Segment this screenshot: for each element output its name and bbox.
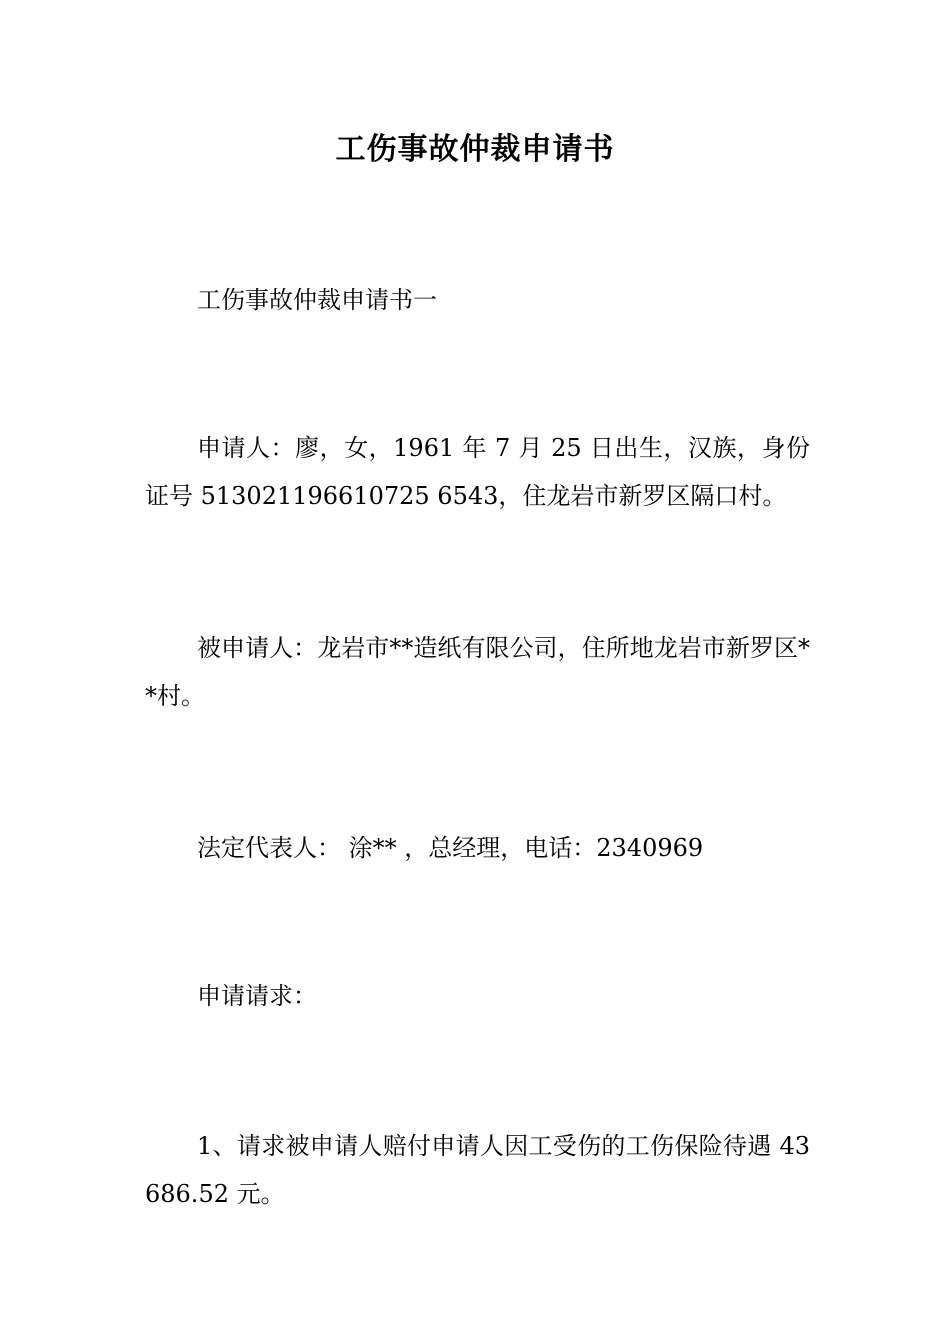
respondent-paragraph: 被申请人：龙岩市**造纸有限公司，住所地龙岩市新罗区**村。: [145, 634, 810, 710]
subtitle-paragraph: 工伤事故仲裁申请书一: [197, 286, 437, 314]
legal-representative-paragraph: 法定代表人： 涂** ，总经理，电话：2340969: [197, 834, 704, 862]
document-title: 工伤事故仲裁申请书: [335, 132, 615, 167]
request-item-1-paragraph: 1、请求被申请人赔付申请人因工受伤的工伤保险待遇 43686.52 元。: [145, 1132, 810, 1208]
request-heading-paragraph: 申请请求：: [197, 982, 317, 1010]
applicant-paragraph: 申请人：廖，女，1961 年 7 月 25 日出生，汉族，身份证号 513021196610725 6543，住龙岩市新罗区隔口村。: [145, 434, 810, 510]
